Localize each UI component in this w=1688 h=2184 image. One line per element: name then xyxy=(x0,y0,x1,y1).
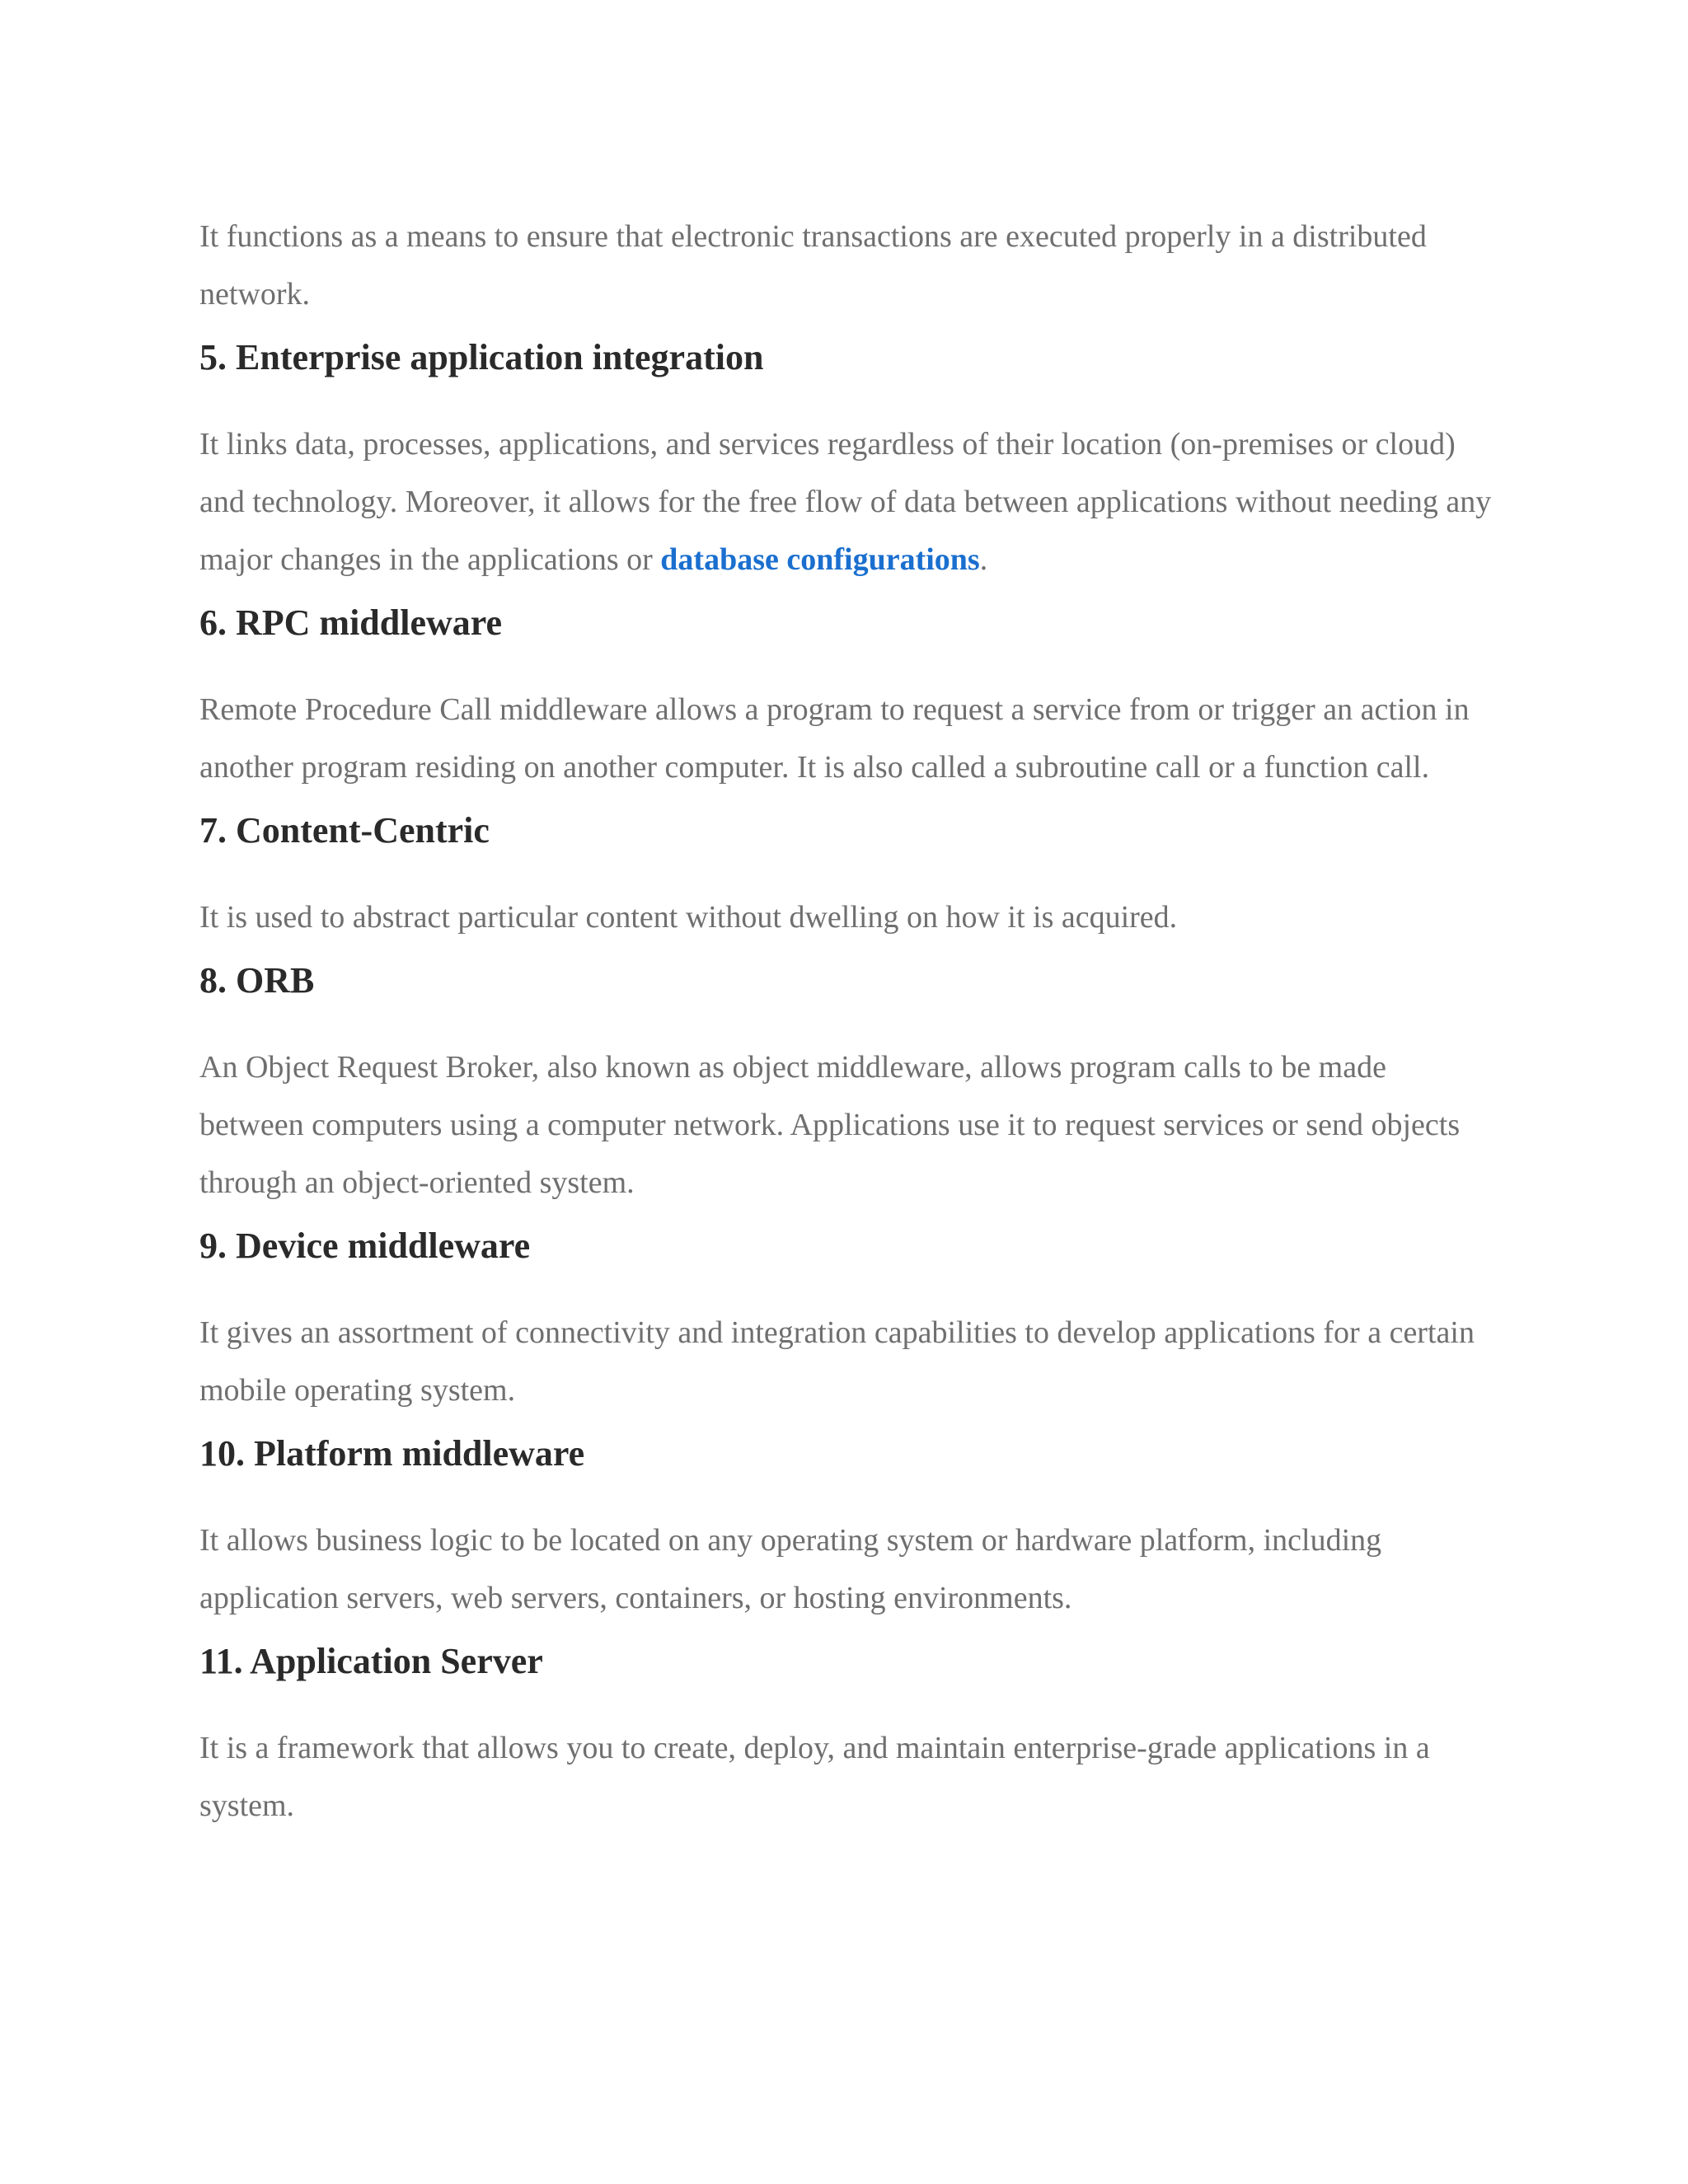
section-paragraph-rpc-middleware: Remote Procedure Call middleware allows a program to request a service from or trigger an action in another program residing on another computer. It is also called a subroutine call or a function call. xyxy=(199,692,1470,785)
section-paragraph-platform-middleware: It allows business logic to be located on any operating system or hardware platform, including application servers, web servers, containers, or hosting environments. xyxy=(199,1523,1382,1615)
section-heading-enterprise-application-integration: 5. Enterprise application integration xyxy=(199,337,764,377)
paragraph-text-end: . xyxy=(979,542,988,577)
section-paragraph-orb: An Object Request Broker, also known as object middleware, allows program calls to be made between computers using a computer network. Applications use it to request services or send objects through an object-oriented system. xyxy=(199,1050,1461,1200)
section-heading-orb: 8. ORB xyxy=(199,960,315,1001)
section-heading-platform-middleware: 10. Platform middleware xyxy=(199,1433,585,1474)
section-heading-rpc-middleware: 6. RPC middleware xyxy=(199,602,503,643)
intro-paragraph: It functions as a means to ensure that electronic transactions are executed properly in a distributed network. xyxy=(199,219,1427,312)
document-content xyxy=(199,208,1493,1835)
section-paragraph-device-middleware: It gives an assortment of connectivity and integration capabilities to develop applications for a certain mobile operating system. xyxy=(199,1315,1475,1408)
database-configurations-link[interactable]: database configurations xyxy=(660,542,980,577)
section-heading-content-centric: 7. Content-Centric xyxy=(199,810,490,851)
paragraph-text: It links data, processes, applications, and services regardless of their location (on-premises or cloud) and technology. Moreover, it allows for the free flow of data between applications without needing any major changes in the applications or xyxy=(199,427,1492,577)
section-paragraph-content-centric: It is used to abstract particular content without dwelling on how it is acquired. xyxy=(199,900,1178,935)
section-paragraph-application-server: It is a framework that allows you to create, deploy, and maintain enterprise-grade applications in a system. xyxy=(199,1731,1430,1823)
section-heading-device-middleware: 9. Device middleware xyxy=(199,1226,531,1266)
section-heading-application-server: 11. Application Server xyxy=(199,1641,543,1681)
section-paragraph-enterprise-application-integration xyxy=(199,415,1493,588)
